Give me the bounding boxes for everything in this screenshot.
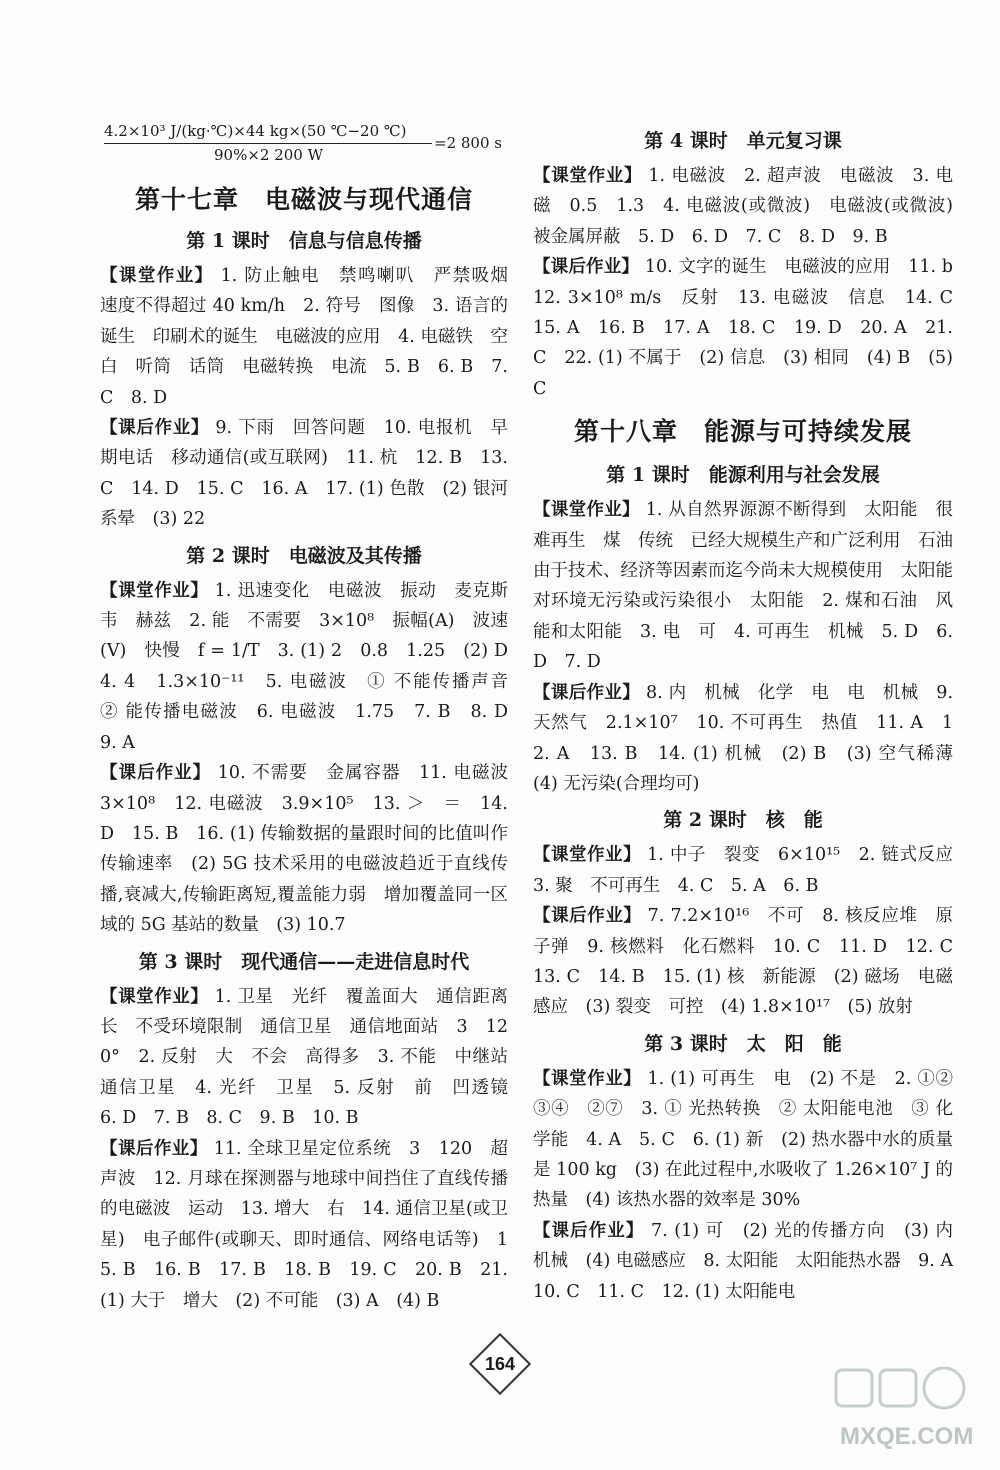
formula xyxy=(104,118,508,168)
watermark-glyph xyxy=(924,1368,964,1408)
chapter-title-17: 第十七章 电磁波与现代通信 xyxy=(134,185,473,214)
fraction-bar xyxy=(104,143,432,144)
answer-paragraph xyxy=(533,1064,953,1216)
answer-paragraph xyxy=(100,413,508,535)
formula-result: =2 800 s xyxy=(434,134,502,152)
answer-paragraph xyxy=(100,1134,508,1316)
answer-paragraph xyxy=(533,840,971,901)
section-tag: 【课后作业】 xyxy=(100,418,210,439)
lesson-title: 第 1 课时 能源利用与社会发展 xyxy=(606,464,880,487)
answer-text: 7. (1) 可 (2) 光的传播方向 (3) 内 机械 (4) 电磁感应 8. 太阳能 太阳能热水器 9. A 10. C 11. C 12. (1) 太阳能电 xyxy=(533,1220,971,1302)
answer-text: 9. 下雨 回答问题 10. 电报机 早期电话 移动通信(或互联网) 11. 杭 12. B 13. C 14. D 15. C 16. A 17. (1) 色散 (2) 银河系晕 (3) 22 xyxy=(100,418,509,530)
answer-text: 1. 迅速变化 电磁波 振动 麦克斯韦 赫兹 2. 能 不需要 3×10⁸ 振幅(A) 波速(V) 快慢 f = 1/T 3. (1) 2 0.8 1.25 (2) D 4. 4 1.3×10⁻¹¹ 5. 电磁波 ① 不能传播声音 ② 能传播电磁波 6. 电磁波 1.75 7. B 8. D 9. A xyxy=(100,580,526,753)
section-tag: 【课堂作业】 xyxy=(533,1068,642,1089)
answer-text: 10. 文字的诞生 电磁波的应用 11. b 12. 3×10⁸ m/s 反射 13. 电磁波 信息 14. C 15. A 16. B 17. A 18. C 19. D 20. A 21. C 22. (1) 不属于 (2) 信息 (3) 相同 (4) B (5) C xyxy=(533,257,971,399)
section-tag: 【课堂作业】 xyxy=(100,266,214,286)
answer-text: 1. 卫星 光纤 覆盖面大 通信距离长 不受环境限制 通信卫星 通信地面站 3 120° 2. 反射 大 不会 高得多 3. 不能 中继站 通信卫星 4. 光纤 卫星 5. 反射 前 凹透镜 6. D 7. B 8. C 9. B 10. B xyxy=(100,986,526,1129)
section-tag: 【课堂作业】 xyxy=(100,580,209,601)
section-tag: 【课堂作业】 xyxy=(100,986,209,1007)
lesson-title: 第 3 课时 现代通信——走进信息时代 xyxy=(138,950,470,973)
watermark-glyph xyxy=(880,1370,916,1406)
answer-paragraph xyxy=(533,161,953,252)
answer-paragraph xyxy=(533,495,971,677)
page-number xyxy=(472,1336,528,1392)
answer-text: 10. 不需要 金属容器 11. 电磁波 3×10⁸ 12. 电磁波 3.9×10⁵ 13. ＞ ＝ 14. D 15. B 16. (1) 传输数据的量跟时间的比值叫作传输速率 (2) 5G 技术采用的电磁波趋近于直线传播,衰减大,传输距离短,覆盖能力弱 增加覆盖同一区域的 5G 基站的数量 (3) 10.7 xyxy=(100,763,526,936)
section-tag: 【课堂作业】 xyxy=(533,166,643,186)
section-tag: 【课后作业】 xyxy=(533,1220,645,1241)
answer-text: 1. 中子 裂变 6×10¹⁵ 2. 链式反应 3. 聚 不可再生 4. C 5. A 6. B xyxy=(533,845,971,896)
answer-text: 1. 防止触电 禁鸣喇叭 严禁吸烟 速度不得超过 40 km/h 2. 符号 图像 3. 语言的诞生 印刷术的诞生 电磁波的应用 4. 电磁铁 空白 听筒 话筒 电磁转换 电流 5. B 6. B 7. C 8. D xyxy=(100,266,526,408)
answer-paragraph xyxy=(533,901,971,1023)
watermark-logo xyxy=(832,1362,982,1462)
section-tag: 【课后作业】 xyxy=(533,257,640,278)
section-tag: 【课后作业】 xyxy=(100,1138,208,1159)
section-tag: 【课后作业】 xyxy=(533,906,642,927)
answer-text: 8. 内 机械 化学 电 电 机械 9. 天然气 2.1×10⁷ 10. 不可再生 热值 11. A 12. A 13. B 14. (1) 机械 (2) B (3) 空气稀薄 (4) 无污染(合理均可) xyxy=(533,682,971,794)
answer-paragraph xyxy=(100,982,526,1134)
watermark-glyph xyxy=(836,1370,872,1406)
answer-paragraph xyxy=(533,1216,971,1307)
answer-text: 1. 从自然界源源不断得到 太阳能 很难再生 煤 传统 已经大规模生产和广泛利用 石油 由于技术、经济等因素而迄今尚未大规模使用 太阳能 对环境无污染或污染很小 太阳能 2. 煤和石油 风能和太阳能 3. 电 可 4. 可再生 机械 5. D 6. D 7. D xyxy=(533,500,971,673)
formula-denominator: 90%×2 200 W xyxy=(214,146,324,164)
answer-paragraph xyxy=(100,758,526,940)
section-tag: 【课堂作业】 xyxy=(533,845,642,866)
formula-numerator: 4.2×10³ J/(kg·℃)×44 kg×(50 ℃−20 ℃) xyxy=(104,122,407,140)
answer-paragraph xyxy=(100,576,526,758)
lesson-title: 第 3 课时 太 阳 能 xyxy=(644,1032,842,1055)
answer-text: 7. 7.2×10¹⁶ 不可 8. 核反应堆 原子弹 9. 核燃料 化石燃料 10. C 11. D 12. C 13. C 14. B 15. (1) 核 新能源 (2) 磁场 电磁感应 (3) 裂变 可控 (4) 1.8×10¹⁷ (5) 放射 xyxy=(533,906,971,1018)
lesson-title: 第 2 课时 核 能 xyxy=(663,809,823,832)
answer-paragraph xyxy=(533,678,971,800)
answer-text: 1. 电磁波 2. 超声波 电磁波 3. 电磁 0.5 1.3 4. 电磁波(或微波) 电磁波(或微波)被金属屏蔽 5. D 6. D 7. C 8. D 9. B xyxy=(533,166,954,247)
answer-paragraph xyxy=(100,261,526,413)
page-number-text: 164 xyxy=(484,1353,516,1374)
section-tag: 【课后作业】 xyxy=(100,763,212,784)
answer-text: 1. (1) 可再生 电 (2) 不是 2. ①②③④ ②⑦ 3. ① 光热转换 ② 太阳能电池 ③ 化学能 4. A 5. C 6. (1) 新 (2) 热水器中水的质量是 100 kg (3) 在此过程中,水吸收了 1.26×10⁷ J 的热量 (4) 该热水器的效率是 30% xyxy=(533,1068,953,1211)
lesson-title: 第 4 课时 单元复习课 xyxy=(644,130,842,152)
right-column xyxy=(533,120,971,1307)
chapter-title-18: 第十八章 能源与可持续发展 xyxy=(573,417,912,447)
section-tag: 【课后作业】 xyxy=(533,682,641,703)
lesson-title: 第 1 课时 信息与信息传播 xyxy=(186,230,422,252)
lesson-title: 第 2 课时 电磁波及其传播 xyxy=(186,544,422,567)
answer-paragraph xyxy=(533,252,971,404)
watermark-text: MXQE.COM xyxy=(840,1423,974,1450)
left-column xyxy=(100,118,526,1316)
answer-text: 11. 全球卫星定位系统 3 120 超声波 12. 月球在探测器与地球中间挡住了直线传播的电磁波 运动 13. 增大 右 14. 通信卫星(或卫星) 电子邮件(或聊天、即时通信、网络电话等) 15. B 16. B 17. B 18. B 19. C 20. B 21. (1) 大于 增大 (2) 不可能 (3) A (4) B xyxy=(100,1138,508,1311)
section-tag: 【课堂作业】 xyxy=(533,500,640,521)
